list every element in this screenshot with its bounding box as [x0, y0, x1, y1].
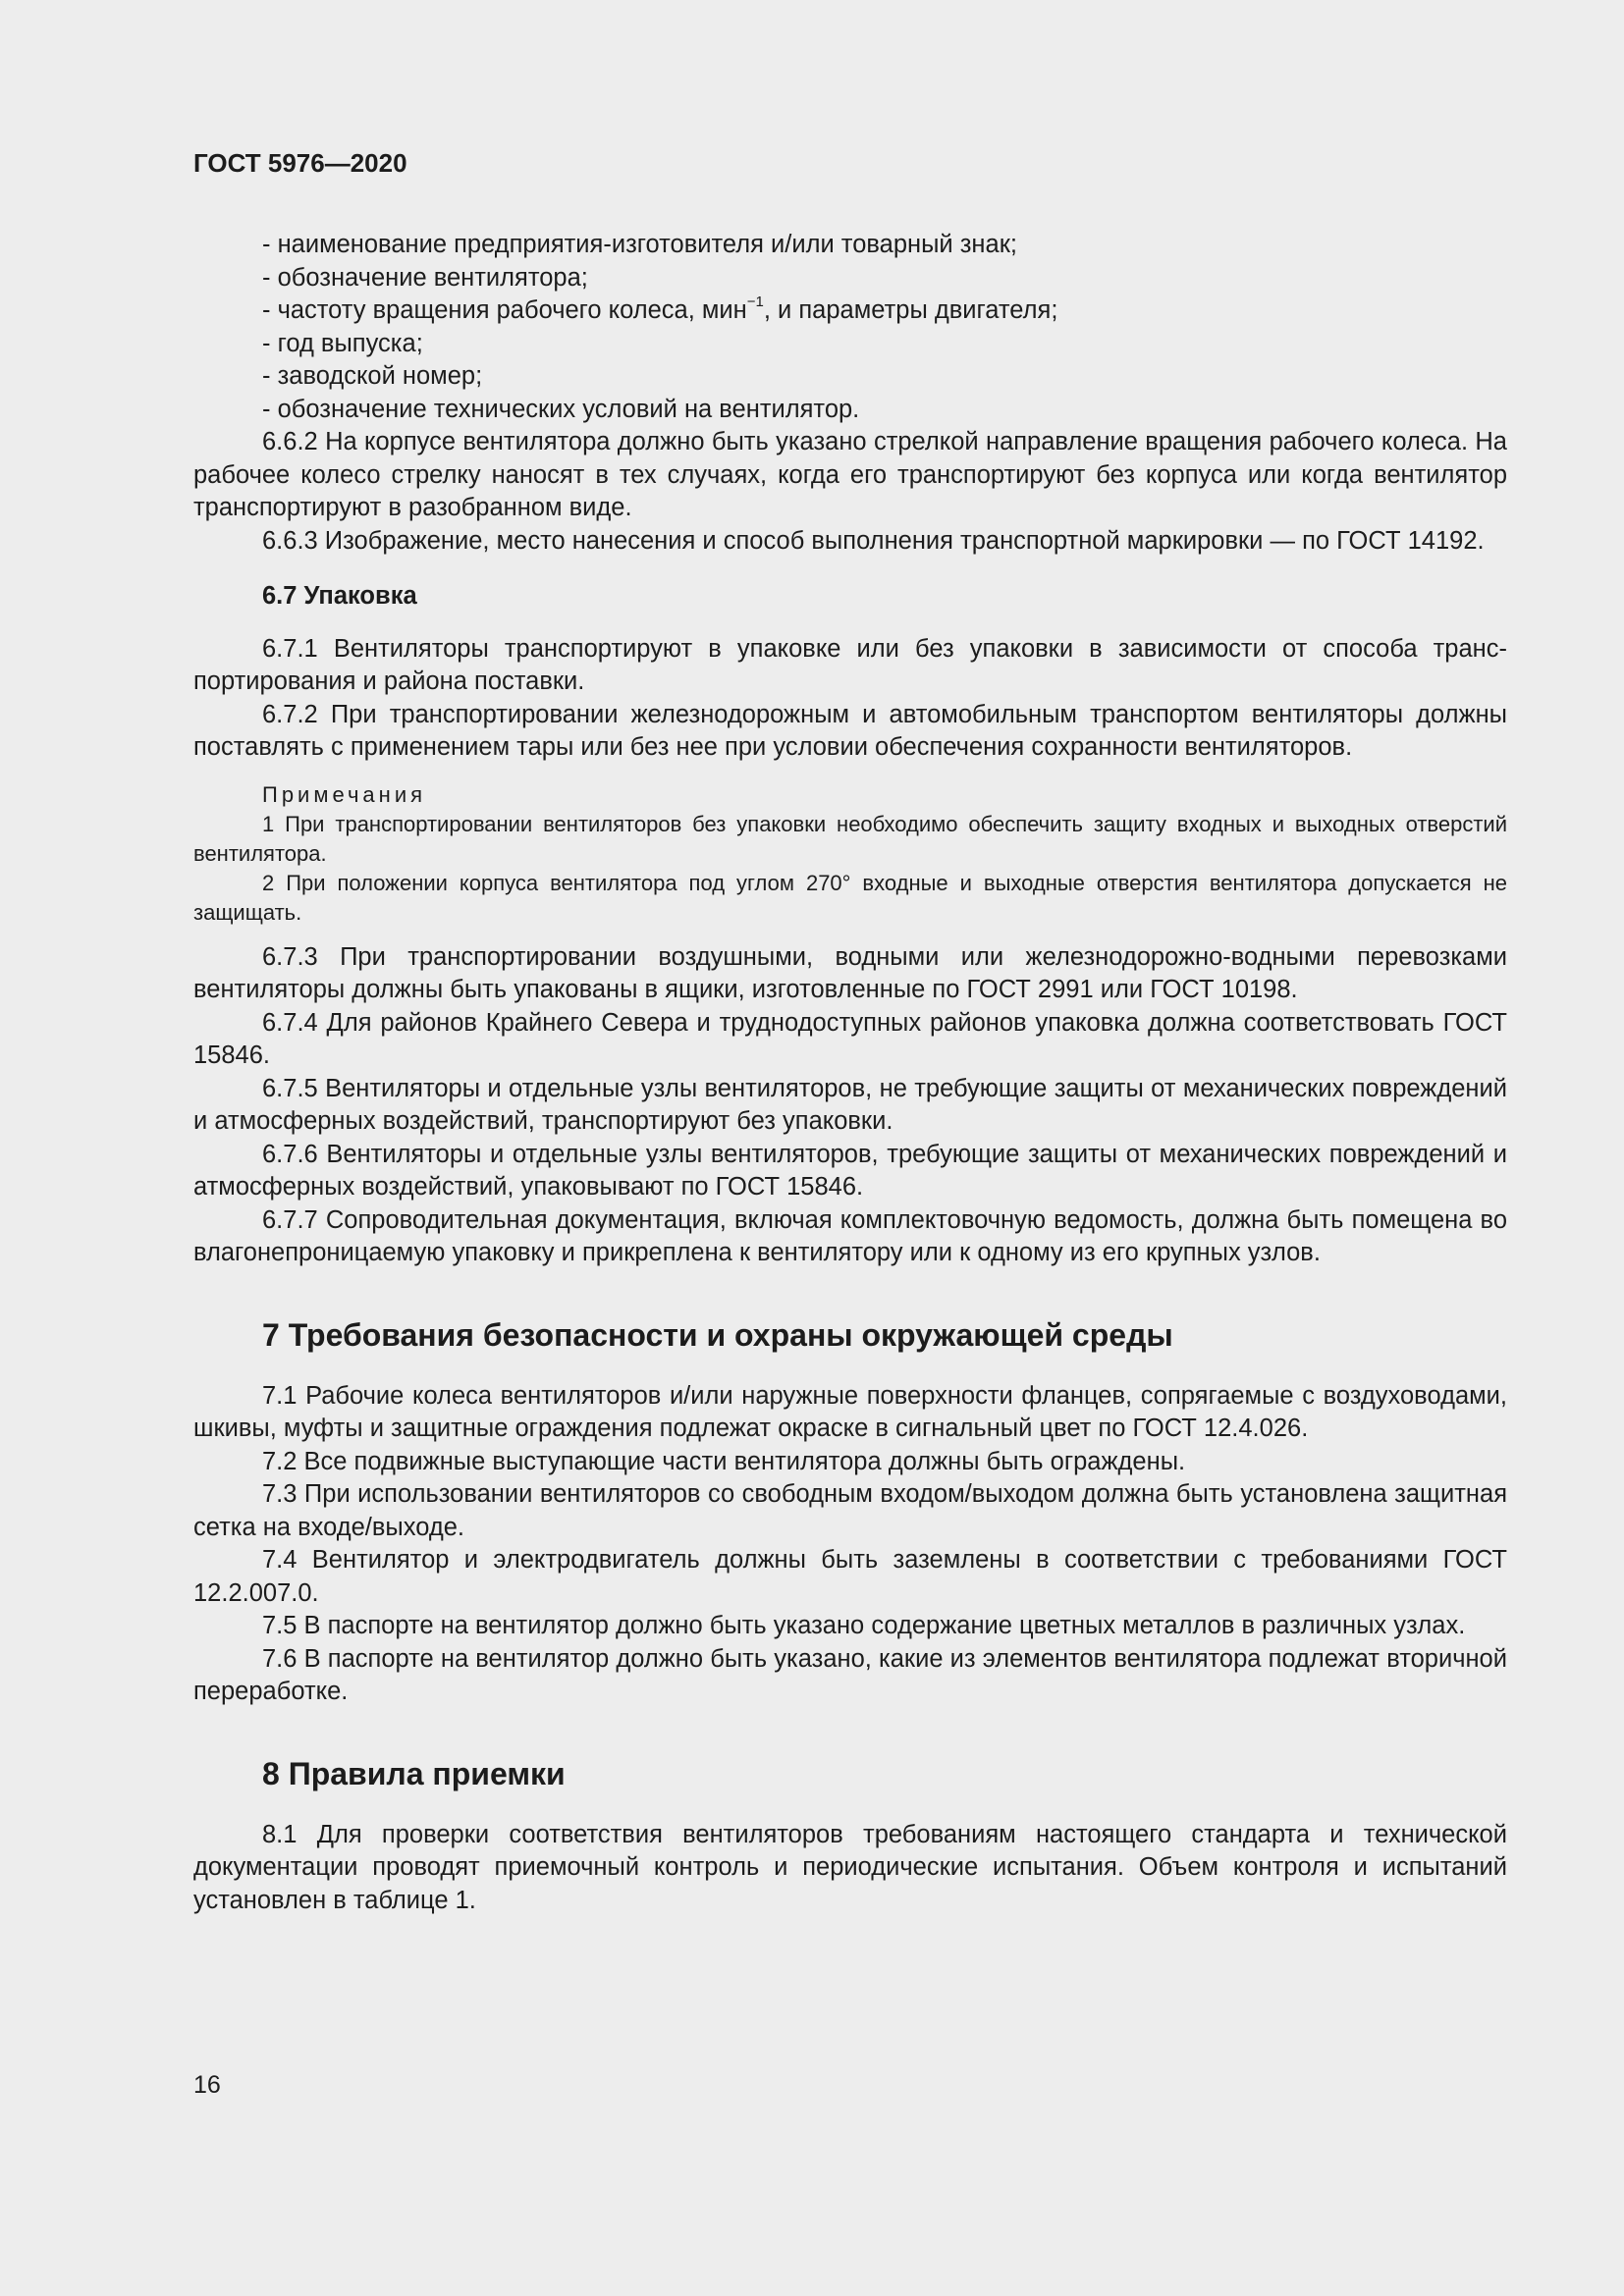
paragraph-6-6-2: 6.6.2 На корпусе вентилятора должно быть указано стрелкой направление вращения рабочего колеса. На рабочее колесо стрелку наносят в тех случаях, когда его транспортируют без корпуса или когда вентилятор транспортируют в разобранном виде. [193, 428, 1507, 521]
paragraph-7-4: 7.4 Вентилятор и электродвигатель должны быть заземлены в соответствии с требованиями ГОСТ 12.2.007.0. [193, 1546, 1507, 1607]
paragraph-7-3: 7.3 При использовании вентиляторов со свободным входом/выходом должна быть установлена защитная сетка на входе/выходе. [193, 1480, 1507, 1541]
paragraph-6-7-6: 6.7.6 Вентиляторы и отдельные узлы вентиляторов, требующие защиты от механических повреждений и атмосферных воздействий, упаковывают по ГОСТ 15846. [193, 1140, 1507, 1201]
notes-title: Примечания [262, 781, 427, 807]
list-item-text: - частоту вращения рабочего колеса, мин [262, 296, 747, 324]
section-8-heading: 8 Правила приемки [262, 1755, 566, 1791]
paragraph-6-7-3: 6.7.3 При транспортировании воздушными, водными или железнодорожно-водными перевозками вентиляторы должны быть упакованы в ящики, изготовленные по ГОСТ 2991 или ГОСТ 10198. [193, 942, 1507, 1003]
page-number: 16 [193, 2071, 221, 2099]
paragraph-6-7-5: 6.7.5 Вентиляторы и отдельные узлы вентиляторов, не требующие защиты от механических повреждений и атмосферных воздействий, транспортируют без упаковки. [193, 1074, 1507, 1135]
list-item: - заводской номер; [262, 362, 483, 390]
paragraph-6-7-1: 6.7.1 Вентиляторы транспортируют в упаковке или без упаковки в зависимости от способа транспортирования и района поставки. [193, 634, 1507, 695]
paragraph-7-1: 7.1 Рабочие колеса вентиляторов и/или наружные поверхности фланцев, сопрягаемые с воздуховодами, шкивы, муфты и защитные ограждения подлежат окраске в сигнальный цвет по ГОСТ 12.4.026. [193, 1381, 1507, 1442]
list-item: - наименование предприятия-изготовителя и/или товарный знак; [262, 231, 1017, 258]
paragraph-7-6: 7.6 В паспорте на вентилятор должно быть указано, какие из элементов вентилятора подлежат вторичной переработке. [193, 1644, 1507, 1705]
list-item: - обозначение технических условий на вентилятор. [262, 395, 860, 423]
list-item-text: , и параметры двигателя; [763, 296, 1058, 324]
document-body [193, 145, 1507, 1917]
section-6-7-heading: 6.7 Упаковка [262, 582, 417, 610]
list-item: - обозначение вентилятора; [262, 263, 588, 292]
paragraph-6-7-4: 6.7.4 Для районов Крайнего Севера и труднодоступных районов упаковка должна соответствовать ГОСТ 15846. [193, 1008, 1507, 1069]
superscript: −1 [746, 294, 764, 310]
paragraph-8-1: 8.1 Для проверки соответствия вентиляторов требованиям настоящего стандарта и технической документации проводят приемочный контроль и периодические испытания. Объем контроля и испытаний установлен в таблице 1. [193, 1820, 1507, 1914]
paragraph-7-5: 7.5 В паспорте на вентилятор должно быть указано содержание цветных металлов в различных узлах. [262, 1612, 1466, 1639]
paragraph-6-7-2: 6.7.2 При транспортировании железнодорожным и автомобильным транспортом вентиляторы должны поставлять с применением тары или без нее при условии обеспечения сохранности вентиляторов. [193, 700, 1507, 761]
note-2: 2 При положении корпуса вентилятора под углом 270° входные и выходные отверстия вентилятора допускается не защищать. [193, 870, 1507, 925]
list-item [193, 294, 1507, 328]
section-7-heading: 7 Требования безопасности и охраны окружающей среды [262, 1316, 1173, 1353]
paragraph-7-2: 7.2 Все подвижные выступающие части вентилятора должны быть ограждены. [262, 1447, 1186, 1475]
paragraph-6-6-3: 6.6.3 Изображение, место нанесения и способ выполнения транспортной маркировки — по ГОСТ 14192. [262, 526, 1485, 555]
paragraph-6-7-7: 6.7.7 Сопроводительная документация, включая комплектовочную ведомость, должна быть помещена во влагонепроницаемую упаковку и прикреплена к вентилятору или к одному из его крупных узлов. [193, 1205, 1507, 1266]
document-header: ГОСТ 5976—2020 [193, 148, 407, 178]
list-item: - год выпуска; [262, 329, 423, 357]
note-1: 1 При транспортировании вентиляторов без упаковки необходимо обеспечить защиту входных и выходных отверстий вентилятора. [193, 811, 1507, 866]
